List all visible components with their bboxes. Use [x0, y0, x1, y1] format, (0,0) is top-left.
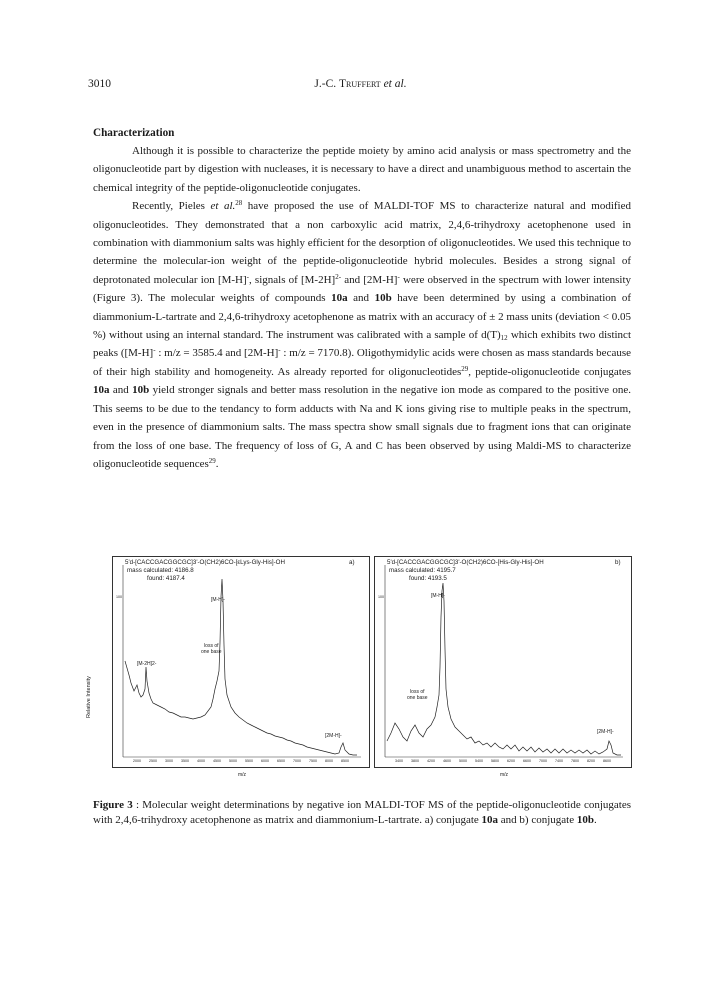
x-axis-label-a: m/z: [238, 772, 247, 778]
loss-annotation-a: loss of one base: [201, 643, 222, 655]
y-axis-label: Relative Intensity: [86, 676, 92, 718]
peak-label-2mh-b: [2M-H]-: [597, 729, 614, 735]
caption-label: Figure 3: [93, 799, 133, 811]
peak-label-mh-b: [M-H]-: [431, 593, 445, 599]
peak-label-mh-a: [M-H]-: [211, 597, 225, 603]
mass-found-a: found: 4187.4: [147, 575, 185, 582]
spectrum-b-trace: [387, 583, 621, 755]
figure-caption: Figure 3 : Molecular weight determinations by negative ion MALDI-TOF MS of the peptide-oligonucleotide conjugates with 2,4,6-trihydroxy acetophenone as matrix and diammonium-L-tartrate. a) conjugate 10a and b) conjugate 10b.: [93, 799, 631, 826]
mass-calculated-a: mass calculated: 4186.8: [127, 567, 194, 574]
y-tick-b: 100: [378, 595, 384, 599]
page-number: 3010: [88, 78, 111, 90]
sequence-b: 5'd-[CACCGACGGCGC]3'-O(CH2)6CO-[His-Gly-His]-OH: [387, 559, 544, 566]
x-axis-label-b: m/z: [500, 772, 509, 778]
figure-3: [86, 556, 632, 784]
section-heading: Characterization: [93, 127, 175, 139]
paragraph-1: Although it is possible to characterize the peptide moiety by amino acid analysis or mass spectrometry and the oligonucleotide part by digestion with nucleases, it is necessary to have a direct and unambiguous method to ascertain the chemical integrity of the peptide-oligonucleotide conjugates.: [93, 145, 631, 194]
paragraph-2: Recently, Pieles et al.$^{28}$ have proposed the use of MALDI-TOF MS to characterize natural and modified oligonucleotides. They demonstrated that a non carboxylic acid matrix, 2,4,6-trihydroxy acetophenone used in combination with diammonium salts was highly efficient for the desorption of oligonucleotides. We used this technique to determine the molecular-ion weight of the peptide-oligonucleotide hybrid molecules. Besides a strong signal of deprotonated molecular ion [M-H]-, signals of $[M-2H]^{2-}$ and [2M-H]- were observed in the spectrum with lower intensity (Figure 3). The molecular weights of compounds 10a and 10b have been determined by using a combination of diammonium-L-tartrate and 2,4,6-trihydroxy acetophenone as matrix with an accuracy of ± 2 mass units (deviation < 0.05 %) without using an internal standard. The instrument was calibrated with a sample of $d(T)_{12}$ which exhibits two distinct peaks ([M-H]- : m/z = 3585.4 and [2M-H]- : m/z = 7170.8). Oligothymidylic acids were chosen as mass standards because of their high stability and homogeneity. As already reported for oligonucleotides$^{29}$, peptide-oligonucleotide conjugates 10a and 10b yield stronger signals and better mass resolution in the negative ion mode as compared to the positive one. This seems to be due to the tendancy to form adducts with Na and K ions giving rise to multiple peaks in the spectrum, even in the presence of diammonium salts. The mass spectra show small signals due to fragment ions that can originate from the loss of one base. The frequency of loss of G, A and C has been observed by using Maldi-MS to characterize oligonucleotide sequences$^{29}$.: [93, 199, 632, 470]
spectrum-b-plot: [375, 557, 631, 767]
panel-tag-a: a): [349, 559, 355, 566]
peak-label-2mh-a: [2M-H]-: [325, 733, 342, 739]
spectrum-panel-a: 5'd-[CACCGACGGCGC]3'-O(CH2)6CO-[εLys-Gly-His]-OH mass calculated: 4186.8 found: 4187.4 a) [M-H]- [M-2H]2- loss of one base [2M-H]- 100 2000 2500 3000 3500 4000 4500 5000 5500 6000 6500 7000 7500 8000 8500: [112, 556, 370, 768]
running-title: J.-C. Truffert et al.: [314, 78, 407, 90]
sequence-a: 5'd-[CACCGACGGCGC]3'-O(CH2)6CO-[εLys-Gly-His]-OH: [125, 559, 285, 566]
mass-calculated-b: mass calculated: 4195.7: [389, 567, 456, 574]
peak-label-m2h-a: [M-2H]2-: [137, 661, 157, 667]
panel-tag-b: b): [615, 559, 621, 566]
y-tick-a: 100: [116, 595, 122, 599]
loss-annotation-b: loss of one base: [407, 689, 428, 701]
running-header: [88, 78, 633, 94]
spectrum-panel-b: 5'd-[CACCGACGGCGC]3'-O(CH2)6CO-[His-Gly-His]-OH mass calculated: 4195.7 found: 4193.5 b) [M-H]- loss of one base [2M-H]- 100 3400 3800 4200 4600 5000 5400 5800 6200 6600 7000 7400 7800 8200 8600: [374, 556, 632, 768]
spectrum-a-trace: [125, 579, 357, 755]
mass-found-b: found: 4193.5: [409, 575, 447, 582]
article-body: [93, 124, 631, 473]
